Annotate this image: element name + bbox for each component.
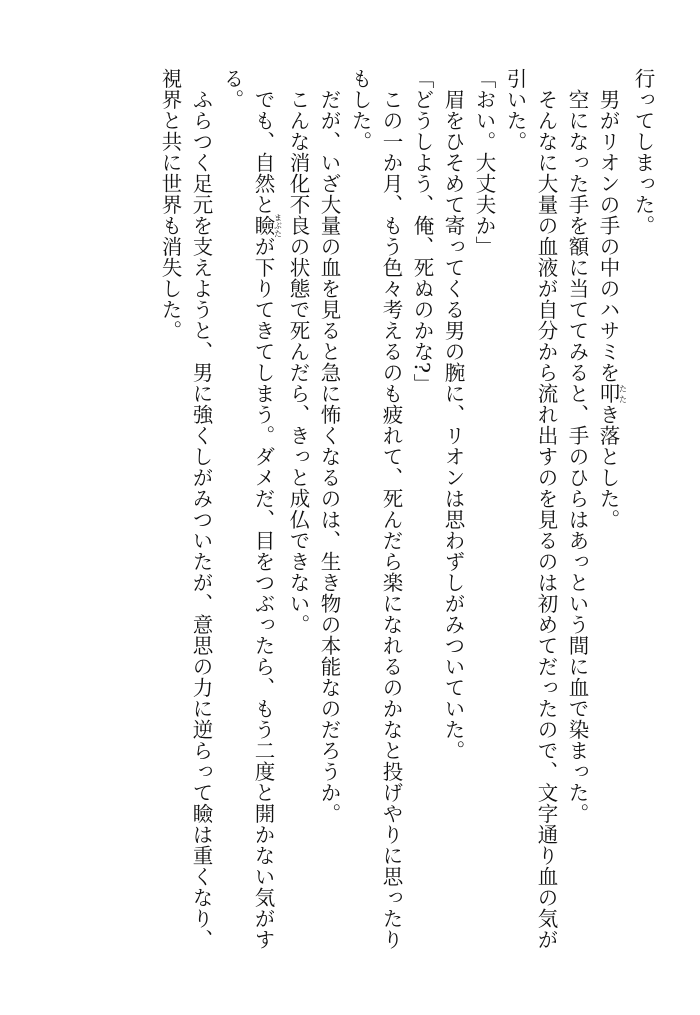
paragraph-text: ふらつく足元を支えようと、男に強くしがみついたが、意思の力に逆らって瞼は重くなり、視界と共に世界も消失した。 [158, 68, 213, 950]
furigana-word [596, 383, 628, 404]
paragraph-10 [282, 68, 313, 968]
paragraph-12 [154, 68, 216, 968]
paragraph-text: こんな消化不良の状態で死んだら、きっと成仏できない。 [286, 68, 310, 635]
vertical-text-body [154, 68, 658, 968]
paragraph-text: この一か月、もう色々考えるのも疲れて、死んだら楽になれるのかなと投げやりに思ったりもした。 [348, 68, 403, 950]
paragraph-text: 空になった手を額に当ててみると、手のひらはあっという間に血で染まった。 [565, 68, 589, 824]
paragraph-text: でも、自然と [251, 68, 275, 215]
paragraph-1 [627, 68, 658, 968]
paragraph-text: そんなに大量の血液が自分から流れ出すのを見るのは初めてだったので、文字通り血の気が引いた。 [503, 68, 558, 950]
ruby-reading: まぶた [273, 213, 283, 238]
paragraph-8 [344, 68, 406, 968]
paragraph-6 [437, 68, 468, 968]
paragraph-3 [561, 68, 592, 968]
ruby-base: 瞼 [251, 213, 275, 238]
ruby-base: 叩 [596, 383, 620, 404]
paragraph-text-continued: き落とした。 [596, 404, 620, 530]
dialogue-text: 「おい。大丈夫か」 [472, 68, 496, 257]
paragraph-text: 男がリオンの手の中のハサミを [596, 68, 620, 383]
paragraph-text: 眉をひそめて寄ってくる男の腕に、リオンは思わずしがみついていた。 [441, 68, 465, 761]
paragraph-text: 行ってしまった。 [631, 68, 655, 236]
paragraph-5 [468, 68, 499, 968]
ruby-reading: たた [618, 383, 628, 404]
paragraph-text: だが、いざ大量の血を見ると急に怖くなるのは、生き物の本能なのだろうか。 [317, 68, 341, 824]
paragraph-9 [313, 68, 344, 968]
paragraph-text-continued: が下りてきてしまう。ダメだ、目をつぶったら、もう二度と開かない気がする。 [220, 68, 275, 950]
paragraph-7 [406, 68, 437, 968]
furigana-word [251, 213, 283, 238]
paragraph-11 [216, 68, 282, 968]
dialogue-text: 「どうしよう、俺、死ぬのかな?」 [410, 68, 434, 395]
paragraph-4 [499, 68, 561, 968]
paragraph-2 [592, 68, 627, 968]
